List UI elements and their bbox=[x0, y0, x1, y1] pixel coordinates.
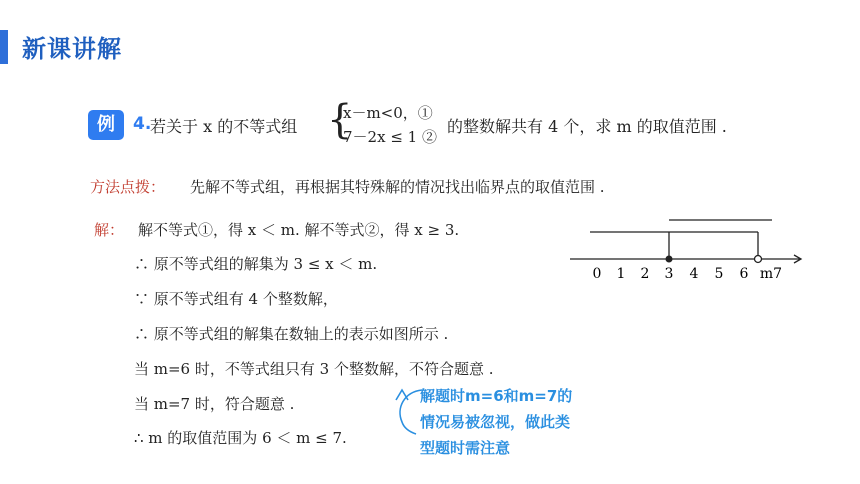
solution-line-4: ∴ 原不等式组的解集在数轴上的表示如图所示 . bbox=[134, 325, 449, 343]
inequality-1: x－m<0，① bbox=[343, 104, 433, 122]
solution-line-7: ∴ m 的取值范围为 6 ＜ m ≤ 7. bbox=[134, 429, 347, 447]
callout-note bbox=[420, 383, 630, 461]
solution-line-5: 当 m=6 时，不等式组只有 3 个整数解，不符合题意 . bbox=[134, 360, 494, 378]
note-line-1: 解题时m=6和m=7的 bbox=[420, 387, 573, 405]
tick-6: 6 bbox=[739, 266, 749, 282]
method-text: 先解不等式组，再根据其特殊解的情况找出临界点的取值范围 . bbox=[190, 178, 605, 196]
solution-line-3: ∵ 原不等式组有 4 个整数解， bbox=[134, 290, 338, 308]
tick-1: 1 bbox=[616, 266, 626, 282]
tick-m7: m7 bbox=[759, 266, 783, 282]
note-line-3: 型题时需注意 bbox=[420, 439, 511, 457]
closed-point-3 bbox=[666, 256, 673, 263]
tick-3: 3 bbox=[664, 266, 674, 282]
tick-0: 0 bbox=[592, 266, 602, 282]
solution-label: 解： bbox=[94, 221, 125, 239]
question-prefix: 若关于 x 的不等式组 bbox=[150, 117, 298, 136]
open-point-m bbox=[755, 256, 762, 263]
system-brace: { bbox=[327, 97, 353, 143]
inequality-2: 7－2x ≤ 1 ② bbox=[343, 128, 437, 146]
number-line-diagram bbox=[560, 210, 810, 285]
question-suffix: 的整数解共有 4 个，求 m 的取值范围 . bbox=[447, 117, 727, 136]
example-number: 4. bbox=[133, 114, 152, 134]
tick-2: 2 bbox=[640, 266, 650, 282]
solution-line-2: ∴ 原不等式组的解集为 3 ≤ x ＜ m. bbox=[134, 255, 378, 273]
title-accent-bar bbox=[0, 30, 8, 64]
tick-5: 5 bbox=[714, 266, 724, 282]
note-line-2: 情况易被忽视，做此类 bbox=[420, 413, 571, 431]
page-title: 新课讲解 bbox=[22, 35, 122, 63]
solution-line-1: 解不等式①，得 x ＜ m. 解不等式②，得 x ≥ 3. bbox=[138, 221, 460, 239]
tick-4: 4 bbox=[689, 266, 699, 282]
method-label: 方法点拨： bbox=[90, 178, 166, 196]
example-badge: 例 bbox=[88, 110, 124, 140]
solution-line-6: 当 m=7 时，符合题意 . bbox=[134, 395, 295, 413]
tick-labels bbox=[593, 266, 783, 282]
